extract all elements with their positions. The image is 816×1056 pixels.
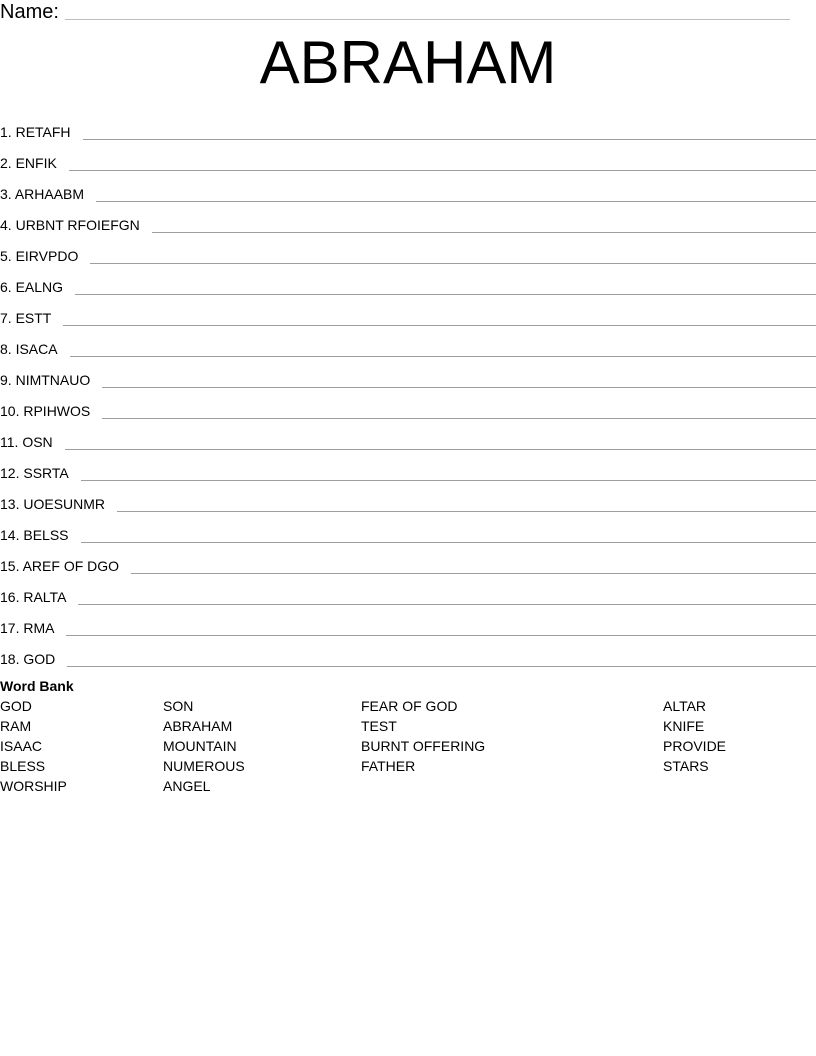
scrambled-word: ARHAABM <box>14 186 85 202</box>
question-row <box>0 482 816 513</box>
question-row <box>0 606 816 637</box>
question-row <box>0 420 816 451</box>
scrambled-word: BELSS <box>23 527 69 543</box>
word-bank-word: KNIFE <box>663 718 705 734</box>
answer-line[interactable] <box>96 201 816 202</box>
word-bank-title: Word Bank <box>0 678 74 694</box>
word-bank-word: ALTAR <box>663 698 707 714</box>
scrambled-word: EIRVPDO <box>15 248 79 264</box>
word-bank-word: RAM <box>0 718 32 734</box>
question-text <box>0 619 66 637</box>
question-text <box>0 340 70 358</box>
question-row <box>0 265 816 296</box>
question-row <box>0 141 816 172</box>
question-number: 11. <box>0 434 19 450</box>
scrambled-word: GOD <box>23 651 56 667</box>
question-text <box>0 247 90 265</box>
word-bank-word: NUMEROUS <box>163 758 245 774</box>
word-bank-word: ISAAC <box>0 738 43 754</box>
question-row <box>0 389 816 420</box>
question-number: 1. <box>0 124 12 140</box>
question-row <box>0 637 816 668</box>
answer-line[interactable] <box>152 232 816 233</box>
question-row <box>0 513 816 544</box>
answer-line[interactable] <box>102 418 816 419</box>
word-bank-word: PROVIDE <box>663 738 727 754</box>
question-text <box>0 433 65 451</box>
name-field-row <box>0 0 790 22</box>
answer-line[interactable] <box>117 511 816 512</box>
question-text <box>0 526 81 544</box>
question-text <box>0 371 102 389</box>
answer-line[interactable] <box>66 635 816 636</box>
question-number: 6. <box>0 279 12 295</box>
question-row <box>0 110 816 141</box>
name-label: Name: <box>0 1 59 23</box>
answer-line[interactable] <box>65 449 816 450</box>
page-title: ABRAHAM <box>259 29 557 96</box>
question-number: 10. <box>0 403 20 419</box>
scrambled-word: NIMTNAUO <box>15 372 91 388</box>
scrambled-word: ISACA <box>15 341 58 357</box>
question-row <box>0 234 816 265</box>
name-input-line[interactable] <box>65 19 790 20</box>
question-row <box>0 575 816 606</box>
word-bank-word: WORSHIP <box>0 778 67 794</box>
answer-line[interactable] <box>131 573 816 574</box>
scrambled-word: OSN <box>22 434 53 450</box>
answer-line[interactable] <box>78 604 816 605</box>
word-bank-word: MOUNTAIN <box>163 738 237 754</box>
scrambled-word: SSRTA <box>23 465 69 481</box>
question-row <box>0 544 816 575</box>
scrambled-word: URBNT RFOIEFGN <box>15 217 140 233</box>
word-bank-word: FATHER <box>361 758 416 774</box>
question-number: 4. <box>0 217 12 233</box>
question-text <box>0 402 102 420</box>
question-text <box>0 185 96 203</box>
question-text <box>0 123 83 141</box>
scrambled-word: AREF OF DGO <box>22 558 120 574</box>
question-number: 18. <box>0 651 20 667</box>
answer-line[interactable] <box>83 139 816 140</box>
question-text <box>0 154 69 172</box>
answer-line[interactable] <box>70 356 816 357</box>
question-row <box>0 203 816 234</box>
word-bank-word: BLESS <box>0 758 46 774</box>
question-text <box>0 216 152 234</box>
answer-line[interactable] <box>90 263 816 264</box>
question-row <box>0 451 816 482</box>
question-text <box>0 557 131 575</box>
question-text <box>0 650 67 668</box>
word-bank-word: ABRAHAM <box>163 718 233 734</box>
scrambled-word: RMA <box>23 620 55 636</box>
scrambled-word: ENFIK <box>15 155 57 171</box>
word-bank <box>0 697 816 797</box>
scrambled-word: UOESUNMR <box>23 496 106 512</box>
question-number: 12. <box>0 465 20 481</box>
question-text <box>0 588 78 606</box>
question-text <box>0 464 81 482</box>
scrambled-word: EALNG <box>15 279 64 295</box>
word-bank-word: GOD <box>0 698 32 714</box>
question-number: 9. <box>0 372 12 388</box>
question-number: 3. <box>0 186 12 202</box>
answer-line[interactable] <box>67 666 816 667</box>
answer-line[interactable] <box>63 325 816 326</box>
question-number: 2. <box>0 155 12 171</box>
scrambled-word: RALTA <box>23 589 67 605</box>
scrambled-word: RPIHWOS <box>23 403 91 419</box>
question-number: 13. <box>0 496 20 512</box>
question-text <box>0 495 117 513</box>
answer-line[interactable] <box>102 387 816 388</box>
word-bank-word: ANGEL <box>163 778 211 794</box>
question-number: 7. <box>0 310 12 326</box>
answer-line[interactable] <box>75 294 816 295</box>
answer-line[interactable] <box>69 170 816 171</box>
question-row <box>0 327 816 358</box>
question-number: 8. <box>0 341 12 357</box>
word-bank-word: FEAR OF GOD <box>361 698 458 714</box>
question-number: 15. <box>0 558 20 574</box>
answer-line[interactable] <box>81 480 816 481</box>
word-bank-word: BURNT OFFERING <box>361 738 486 754</box>
question-row <box>0 296 816 327</box>
word-bank-word: STARS <box>663 758 709 774</box>
question-number: 17. <box>0 620 20 636</box>
question-number: 16. <box>0 589 20 605</box>
question-row <box>0 172 816 203</box>
word-bank-word: TEST <box>361 718 397 734</box>
word-bank-word: SON <box>163 698 194 714</box>
question-row <box>0 358 816 389</box>
question-list <box>0 110 816 668</box>
question-number: 14. <box>0 527 20 543</box>
question-number: 5. <box>0 248 12 264</box>
question-text <box>0 278 75 296</box>
question-text <box>0 309 63 327</box>
scrambled-word: RETAFH <box>15 124 71 140</box>
scrambled-word: ESTT <box>15 310 52 326</box>
answer-line[interactable] <box>81 542 816 543</box>
